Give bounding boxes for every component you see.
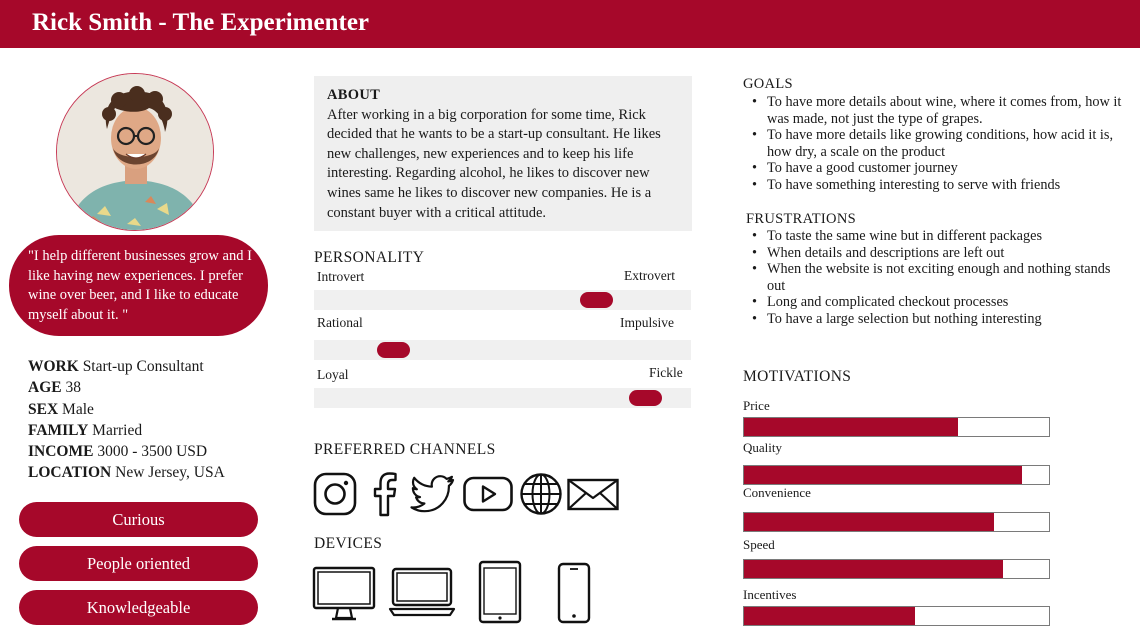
- facebook-icon: [362, 471, 408, 517]
- motivation-label-price: Price: [743, 398, 770, 413]
- about-panel: [314, 76, 692, 231]
- goal-item: • To have a good customer journey: [748, 160, 1128, 177]
- motivation-bar-speed: [743, 559, 1050, 579]
- personality-scale-introvert-extrovert: [314, 290, 691, 310]
- goal-item: • To have more details about wine, where it comes from, how it was made, not just the type of grapes.: [748, 94, 1128, 127]
- scale-right-label: Extrovert: [624, 268, 675, 283]
- motivations-heading: MOTIVATIONS: [743, 368, 852, 385]
- goal-item: • To have something interesting to serve with friends: [748, 177, 1128, 194]
- about-heading: ABOUT: [327, 87, 381, 103]
- devices-heading: DEVICES: [314, 535, 383, 552]
- frustration-item: • When the website is not exciting enough and nothing stands out: [748, 261, 1123, 294]
- twitter-icon: [410, 471, 456, 517]
- channels-heading: PREFERRED CHANNELS: [314, 441, 496, 458]
- goals-heading: GOALS: [743, 76, 793, 92]
- persona-quote: "I help different businesses grow and I like having new experiences. I prefer wine over beer, and I like to educate myself about it. ": [9, 235, 268, 336]
- desktop-icon: [312, 566, 376, 624]
- motivation-fill: [744, 560, 1003, 578]
- tablet-icon: [477, 560, 523, 624]
- trait-badge-curious: Curious: [19, 502, 258, 537]
- motivation-label-convenience: Convenience: [743, 485, 811, 500]
- motivation-bar-quality: [743, 465, 1050, 485]
- email-icon: [566, 471, 620, 517]
- demographic-work: WORK Start-up Consultant: [28, 358, 204, 375]
- persona-title: Rick Smith - The Experimenter: [32, 9, 370, 36]
- scale-right-label: Fickle: [649, 365, 683, 380]
- laptop-icon: [388, 567, 456, 617]
- about-text: After working in a big corporation for some time, Rick decided that he wants to be a start-up consultant. He likes new challenges, new experiences and to keep his life interesting. Regarding alcohol, he likes to discover new wines same he likes to discover new companies. He is a constant buyer with a critical attitude.: [327, 106, 661, 221]
- motivation-fill: [744, 466, 1022, 484]
- demographics: [28, 356, 225, 484]
- scale-right-label: Impulsive: [620, 315, 674, 330]
- motivation-bar-convenience: [743, 512, 1050, 532]
- demographic-age: AGE 38: [28, 379, 81, 397]
- motivation-label-quality: Quality: [743, 440, 782, 455]
- smartphone-icon: [556, 562, 592, 626]
- personality-scale-loyal-fickle: [314, 388, 691, 408]
- frustration-item: • To taste the same wine but in different packages: [748, 228, 1123, 245]
- motivation-bar-price: [743, 417, 1050, 437]
- youtube-icon: [462, 471, 514, 517]
- personality-heading: PERSONALITY: [314, 249, 425, 266]
- scale-left-label: Loyal: [317, 367, 349, 382]
- personality-scale-rational-impulsive: [314, 340, 691, 360]
- frustration-item: • When details and descriptions are left out: [748, 245, 1123, 262]
- scale-marker: [377, 342, 410, 358]
- demographic-family: FAMILY Married: [28, 421, 143, 439]
- motivation-bar-incentives: [743, 606, 1050, 626]
- goal-item: • To have more details like growing conditions, how acid it is, how dry, a scale on the product: [748, 127, 1128, 160]
- trait-badge-knowledgeable: Knowledgeable: [19, 590, 258, 625]
- frustrations-list: [748, 228, 1123, 328]
- frustrations-heading: FRUSTRATIONS: [746, 211, 856, 227]
- motivation-fill: [744, 513, 994, 531]
- goals-list: [748, 94, 1128, 194]
- scale-marker: [629, 390, 662, 406]
- web-globe-icon: [518, 471, 564, 517]
- motivation-label-speed: Speed: [743, 537, 775, 552]
- motivation-label-incentives: Incentives: [743, 587, 797, 602]
- avatar: [56, 73, 214, 231]
- demographic-location: LOCATION New Jersey, USA: [28, 464, 225, 482]
- motivation-fill: [744, 418, 958, 436]
- demographic-sex: SEX Male: [28, 400, 94, 418]
- scale-left-label: Introvert: [317, 269, 365, 284]
- frustration-item: • Long and complicated checkout processes: [748, 294, 1123, 311]
- instagram-icon: [312, 471, 358, 517]
- trait-badge-people-oriented: People oriented: [19, 546, 258, 581]
- motivation-fill: [744, 607, 915, 625]
- scale-left-label: Rational: [317, 315, 363, 330]
- demographic-income: INCOME 3000 - 3500 USD: [28, 443, 208, 461]
- header-bar: [0, 0, 1140, 48]
- frustration-item: • To have a large selection but nothing interesting: [748, 311, 1123, 328]
- scale-marker: [580, 292, 613, 308]
